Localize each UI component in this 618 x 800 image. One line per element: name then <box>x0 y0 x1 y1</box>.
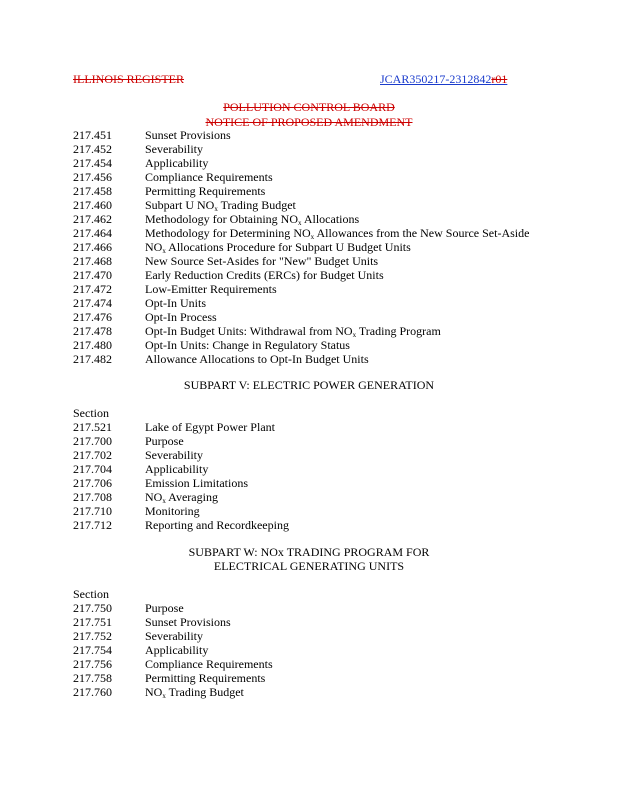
section-title: $NO_x$ Averaging <box>145 490 218 505</box>
toc-row <box>73 226 529 240</box>
toc-row <box>73 240 411 254</box>
section-title: $NO_x$ Trading Budget <box>145 685 244 700</box>
section-number: 217.452 <box>73 142 112 156</box>
toc-row <box>73 448 203 462</box>
section-title: Low-Emitter Requirements <box>145 282 277 296</box>
toc-row <box>73 643 208 657</box>
section-title: Applicability <box>145 643 209 657</box>
section-number: 217.712 <box>73 518 112 532</box>
toc-row <box>73 601 184 615</box>
jcar-reference-tail: r01 <box>491 72 508 86</box>
section-number: 217.474 <box>73 296 112 310</box>
section-title: Applicability <box>145 156 209 170</box>
subpart-w-heading-line2: ELECTRICAL GENERATING UNITS <box>213 559 405 573</box>
section-number: 217.462 <box>73 212 112 226</box>
jcar-reference-main[interactable]: JCAR350217-2312842 <box>380 72 492 86</box>
toc-row <box>73 296 206 310</box>
toc-row <box>73 671 265 685</box>
section-title: Permitting Requirements <box>145 671 266 685</box>
toc-row <box>73 310 217 324</box>
toc-row <box>73 685 244 699</box>
toc-row <box>73 156 208 170</box>
section-number: 217.704 <box>73 462 112 476</box>
section-number: 217.478 <box>73 324 112 338</box>
section-title: Permitting Requirements <box>145 184 266 198</box>
section-number: 217.758 <box>73 671 112 685</box>
section-title: Compliance Requirements <box>145 657 273 671</box>
toc-row <box>73 420 275 434</box>
section-number: 217.754 <box>73 643 112 657</box>
section-title: New Source Set-Asides for "New" Budget Units <box>145 254 379 268</box>
section-number: 217.458 <box>73 184 112 198</box>
section-title: Opt-In Process <box>145 310 217 324</box>
section-title: Lake of Egypt Power Plant <box>145 420 275 434</box>
toc-row <box>73 657 273 671</box>
section-number: 217.456 <box>73 170 112 184</box>
section-number: 217.750 <box>73 601 112 615</box>
section-number: 217.451 <box>73 128 112 142</box>
section-number: 217.706 <box>73 476 112 490</box>
toc-row <box>73 198 296 212</box>
subpart-w-section-label: Section <box>73 587 109 601</box>
subpart-v-section-label: Section <box>73 406 109 420</box>
section-number: 217.472 <box>73 282 112 296</box>
section-number: 217.468 <box>73 254 112 268</box>
section-number: 217.756 <box>73 657 112 671</box>
board-title: POLLUTION CONTROL BOARD <box>223 100 395 114</box>
section-title: Methodology for Obtaining $NO_x$ Allocations <box>145 212 360 227</box>
toc-row <box>73 462 208 476</box>
toc-row <box>73 282 277 296</box>
toc-row <box>73 518 289 532</box>
toc-row <box>73 434 184 448</box>
section-number: 217.708 <box>73 490 112 504</box>
toc-row <box>73 212 359 226</box>
section-number: 217.476 <box>73 310 112 324</box>
section-number: 217.760 <box>73 685 112 699</box>
toc-row <box>73 170 273 184</box>
section-title: Severability <box>145 142 203 156</box>
section-title: Reporting and Recordkeeping <box>145 518 289 532</box>
toc-row <box>73 615 231 629</box>
jcar-reference[interactable] <box>380 72 507 87</box>
section-number: 217.752 <box>73 629 112 643</box>
section-title: Compliance Requirements <box>145 170 273 184</box>
toc-row <box>73 490 218 504</box>
section-title: Monitoring <box>145 504 200 518</box>
section-number: 217.702 <box>73 448 112 462</box>
subpart-w-heading-line1: SUBPART W: NOx TRADING PROGRAM FOR <box>188 545 430 559</box>
toc-row <box>73 254 378 268</box>
section-number: 217.454 <box>73 156 112 170</box>
notice-title: NOTICE OF PROPOSED AMENDMENT <box>205 115 413 129</box>
section-title: $NO_x$ Allocations Procedure for Subpart U Budget Units <box>145 240 411 255</box>
section-title: Sunset Provisions <box>145 128 231 142</box>
toc-row <box>73 338 350 352</box>
subpart-v-heading: SUBPART V: ELECTRIC POWER GENERATION <box>183 378 435 392</box>
toc-row <box>73 324 441 338</box>
section-title: Opt-In Units: Change in Regulatory Status <box>145 338 350 352</box>
section-number: 217.521 <box>73 420 112 434</box>
section-number: 217.482 <box>73 352 112 366</box>
section-number: 217.470 <box>73 268 112 282</box>
section-title: Opt-In Budget Units: Withdrawal from $NO_x$ Trading Program <box>145 324 441 339</box>
section-title: Opt-In Units <box>145 296 206 310</box>
section-number: 217.710 <box>73 504 112 518</box>
section-number: 217.700 <box>73 434 112 448</box>
toc-row <box>73 476 248 490</box>
section-title: Early Reduction Credits (ERCs) for Budget Units <box>145 268 384 282</box>
section-title: Sunset Provisions <box>145 615 231 629</box>
section-number: 217.466 <box>73 240 112 254</box>
section-title: Severability <box>145 629 203 643</box>
section-title: Emission Limitations <box>145 476 249 490</box>
section-title: Applicability <box>145 462 209 476</box>
toc-row <box>73 268 384 282</box>
section-number: 217.464 <box>73 226 112 240</box>
section-title: Severability <box>145 448 203 462</box>
section-number: 217.751 <box>73 615 112 629</box>
toc-row <box>73 629 203 643</box>
toc-row <box>73 128 231 142</box>
register-header: ILLINOIS REGISTER <box>73 72 184 86</box>
toc-row <box>73 352 369 366</box>
section-number: 217.480 <box>73 338 112 352</box>
toc-row <box>73 142 203 156</box>
section-title: Allowance Allocations to Opt-In Budget Units <box>145 352 369 366</box>
section-title: Methodology for Determining $NO_x$ Allowances from the New Source Set-Aside <box>145 226 530 241</box>
section-title: Purpose <box>145 434 184 448</box>
section-title: Subpart U $NO_x$ Trading Budget <box>145 198 296 213</box>
section-number: 217.460 <box>73 198 112 212</box>
toc-row <box>73 504 200 518</box>
section-title: Purpose <box>145 601 184 615</box>
toc-row <box>73 184 265 198</box>
